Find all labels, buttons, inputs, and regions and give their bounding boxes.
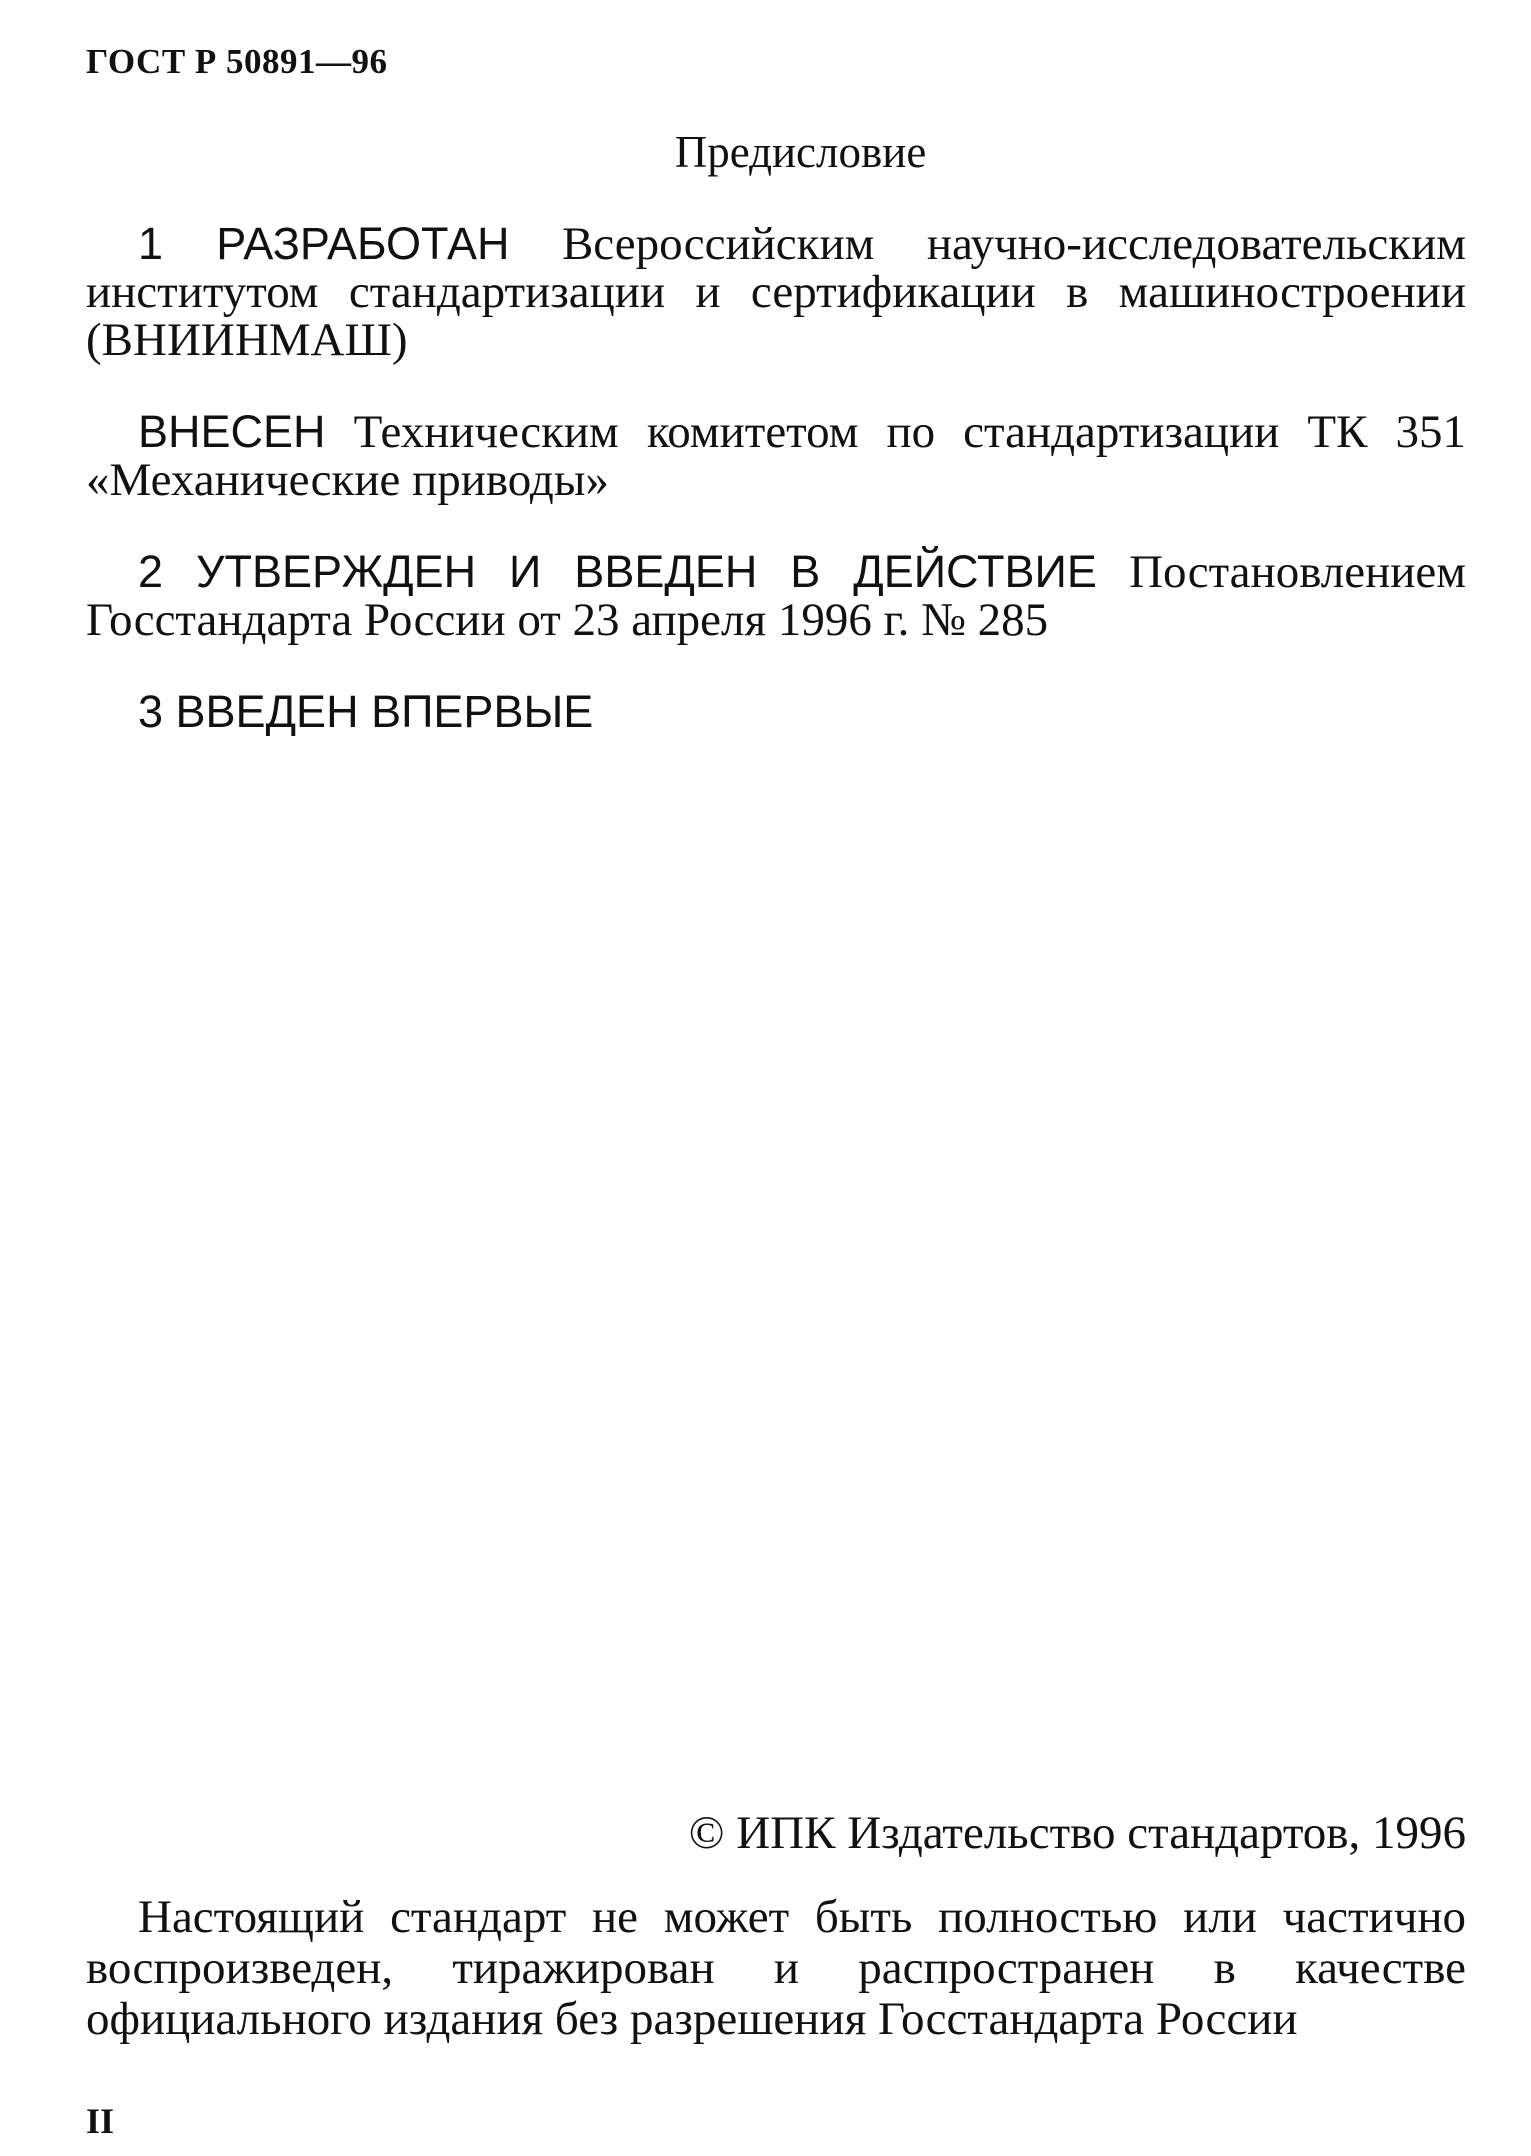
preface-title: Предисловие	[674, 127, 927, 177]
standard-code: ГОСТ Р 50891—96	[86, 42, 388, 81]
preface-content	[86, 220, 1466, 780]
preface-item-term: 1 РАЗРАБОТАН	[138, 218, 510, 269]
copyright-notice: © ИПК Издательство стандартов, 1996	[688, 1807, 1466, 1859]
preface-item-first-introduced	[86, 688, 1466, 736]
preface-item-text: Всероссийским научно-исследовательским институтом стандартизации и сертификации в машиностроении (ВНИИНМАШ)	[86, 218, 1467, 366]
preface-item-term: 3 ВВЕДЕН ВПЕРВЫЕ	[138, 686, 594, 737]
preface-item-developed	[86, 220, 1466, 364]
preface-item-text: Техническим комитетом по стандартизации ТК 351 «Механические приводы»	[86, 406, 1466, 506]
preface-item-text: Постановлением Госстандарта России от 23 апреля 1996 г. № 285	[86, 546, 1466, 646]
preface-item-term: 2 УТВЕРЖДЕН И ВВЕДЕН В ДЕЙСТВИЕ	[138, 546, 1097, 597]
preface-item-term: ВНЕСЕН	[138, 406, 326, 457]
reproduction-notice: Настоящий стандарт не может быть полностью или частично воспроизведен, тиражирован и распространен в качестве официального издания без разрешения Госстандарта России	[86, 1891, 1466, 2045]
preface-item-approved	[86, 548, 1466, 644]
page-number: II	[86, 2101, 115, 2141]
preface-item-submitted	[86, 408, 1466, 504]
